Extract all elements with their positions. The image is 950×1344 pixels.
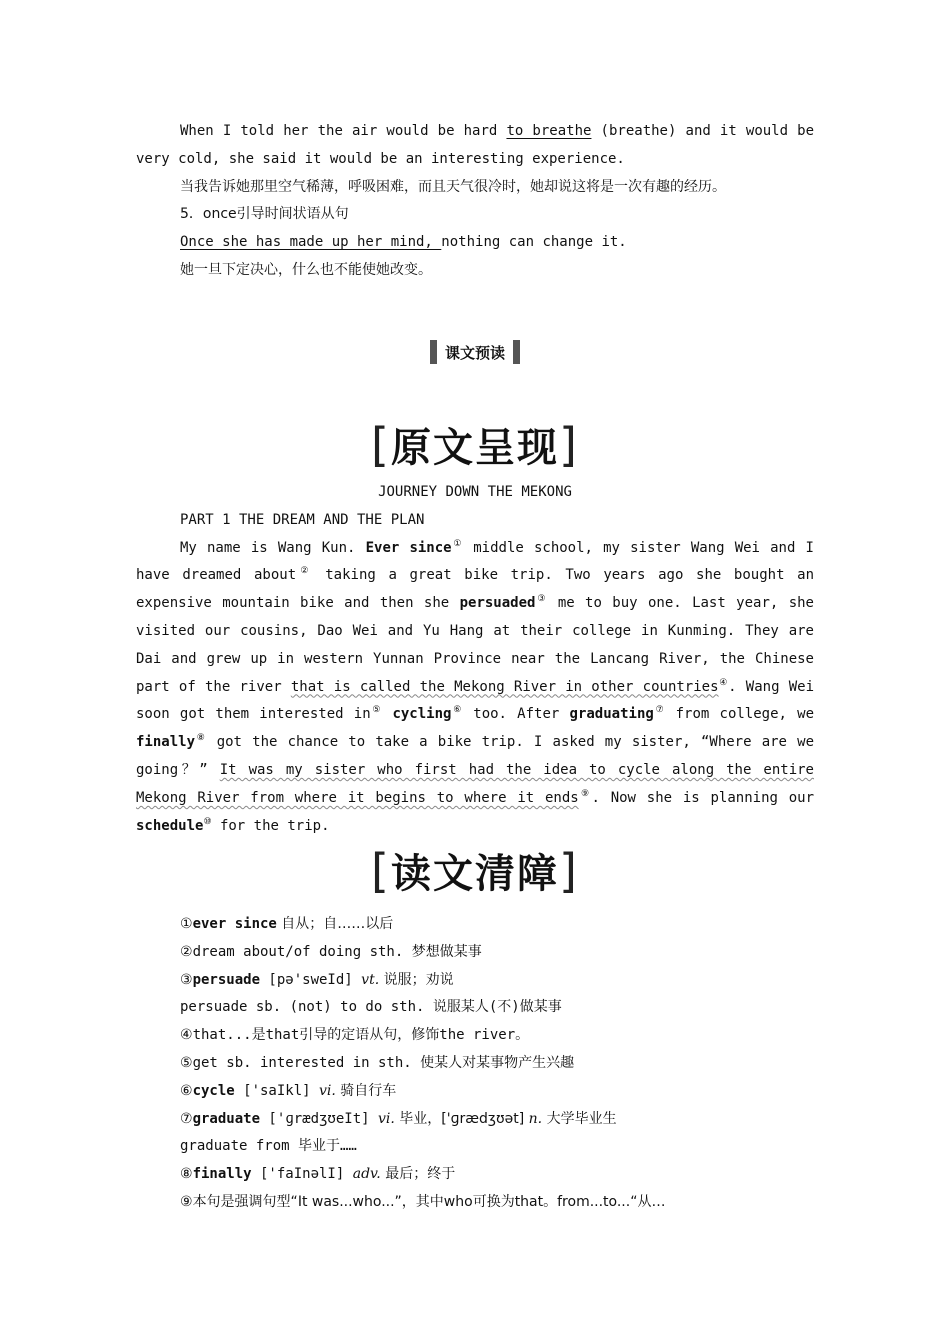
example-text: nothing can change it. [441,234,627,251]
note-text: 本句是强调句型“It was...who...”，其中who可换为that。from...to...“从… [192,1193,666,1210]
notes-list [136,911,814,1217]
note-pos: adv. [352,1166,381,1183]
note-ref: ④ [718,677,729,688]
keyword-finally: finally [136,734,196,751]
note-number: ⑧ [180,1166,193,1183]
note-keyword: persuade [192,971,260,988]
passage-text: My name is Wang Kun. [180,539,366,556]
note-pos: n. [528,1110,543,1127]
note-text: 自从；自……以后 [276,916,394,932]
note-item [136,967,814,995]
note-item [136,911,814,939]
note-keyword: ever since [192,916,277,932]
note-phonetic: ['ɡrædʒʊeIt] [260,1110,379,1127]
bracket-left: [ [371,844,391,898]
note-item [136,1050,814,1078]
keyword-schedule: schedule [136,817,204,834]
note-text: persuade sb. (not) to do sth. 说服某人(不)做某事 [180,999,562,1016]
bracket-right: ] [559,844,579,898]
note-ref: ② [296,566,313,577]
example-text: (breathe) and it would be very cold, she said it would be an interesting experience. [136,123,815,167]
note-item [136,1189,814,1217]
note-number: ⑥ [180,1082,193,1099]
passage-text: for the trip. [211,817,330,834]
note-keyword: finally [192,1166,252,1183]
section-bar-left [430,340,437,364]
example-sentence-zh: 当我告诉她那里空气稀薄，呼吸困难，而且天气很冷时，她却说这将是一次有趣的经历。 [180,178,726,195]
passage-text: taking a great bike trip. Two years ago she bought an expensive mountain bike and then she [136,567,814,612]
note-number: ① [180,916,193,932]
note-ref: ⑧ [195,733,207,744]
passage-text: me to buy one. Last year, she visited our cousins, Dao Wei and Yu Hang at their college in Kunming. They are Dai and grew up in western Yunnan Province near the Lancang River, the Chinese part of the river [136,595,814,695]
heading-original-text [0,416,950,473]
note-item [136,1161,814,1189]
note-phonetic: [pə'sweId] [260,971,362,988]
keyword-persuaded: persuaded [459,595,536,612]
section-bar-right [513,340,520,364]
passage-part-heading: PART 1 THE DREAM AND THE PLAN [180,511,425,528]
answer-underlined: to breathe [506,123,592,139]
note-item [136,1133,814,1161]
example-text: When I told her the air would be hard [180,123,507,139]
bracket-right: ] [559,418,579,472]
note-ref: ⑨ [578,788,592,799]
note-keyword: graduate [192,1110,260,1127]
note-text: get sb. interested in sth. 使某人对某事物产生兴趣 [192,1054,575,1071]
note-ref: ⑥ [451,705,464,716]
heading-text: 原文呈现 [391,425,559,471]
page-content [136,118,814,285]
note-number: ② [180,943,193,960]
passage-text: too. After [463,706,570,723]
section-label [0,340,950,364]
note-text: 说服；劝说 [379,971,454,988]
point5-example-en [136,229,814,257]
passage-text: from college, we [665,706,815,723]
keyword-ever-since: Ever since [365,539,452,556]
note-keyword: cycle [192,1082,235,1099]
passage-text: . Wang Wei soon got them interested in [136,678,815,723]
clause-wavy: that is called the Mekong River in other countries [290,678,719,695]
note-text: dream about/of doing sth. 梦想做某事 [192,943,482,960]
note-ref: ③ [535,594,548,605]
note-text: that...是that引导的定语从句，修饰the river。 [192,1027,530,1044]
note-pos: vt. [361,971,380,988]
example-sentence-en [136,118,814,174]
passage-text [382,706,392,722]
note-pos: vi. [319,1082,336,1099]
note-item [136,1078,814,1106]
note-number: ⑦ [180,1110,193,1127]
point5-example-zh: 她一旦下定决心，什么也不能使她改变。 [180,261,432,278]
passage-title: JOURNEY DOWN THE MEKONG [378,484,572,500]
heading-text: 读文清障 [391,851,559,897]
note-text: 大学毕业生 [542,1110,617,1127]
bracket-left: [ [371,418,391,472]
section-label-text: 课文预读 [444,343,505,362]
note-phonetic: ['faInəlI] [251,1166,353,1183]
note-text: 最后；终于 [380,1166,456,1183]
note-ref: ① [451,538,464,549]
note-number: ⑨ [180,1193,193,1210]
passage-text: middle school, my sister Wang Wei and I have dreamed about [136,539,814,584]
note-text: 骑自行车 [335,1082,397,1099]
passage-text: . Now she is planning our [591,789,815,806]
note-item [136,939,814,967]
heading-reading-notes [0,842,950,899]
passage [136,479,814,840]
clause-underlined: Once she has made up her mind, [180,234,442,251]
keyword-graduating: graduating [569,706,654,723]
note-item [136,1106,814,1134]
note-item [136,994,814,1022]
note-pos: vi. [378,1110,395,1127]
clause-wavy: It was my sister who first had the idea to cycle along the entire Mekong River from where it begins to where it ends [136,761,814,806]
point5-title: 5．once引导时间状语从句 [180,206,349,223]
passage-paragraph [136,535,814,841]
note-ref: ⑩ [203,816,212,827]
note-number: ④ [180,1027,193,1044]
note-text: graduate from 毕业于…… [180,1138,357,1155]
note-ref: ⑦ [653,705,666,716]
note-number: ③ [180,971,193,988]
note-text: 毕业，['ɡrædʒʊət] [394,1110,529,1127]
note-number: ⑤ [180,1054,193,1071]
note-ref: ⑤ [370,705,383,716]
keyword-cycling: cycling [392,706,452,723]
note-item [136,1022,814,1050]
note-phonetic: ['saIkl] [234,1082,320,1099]
passage-text: got the chance to take a bike trip. I asked my sister, “Where are we going？” [136,734,814,778]
